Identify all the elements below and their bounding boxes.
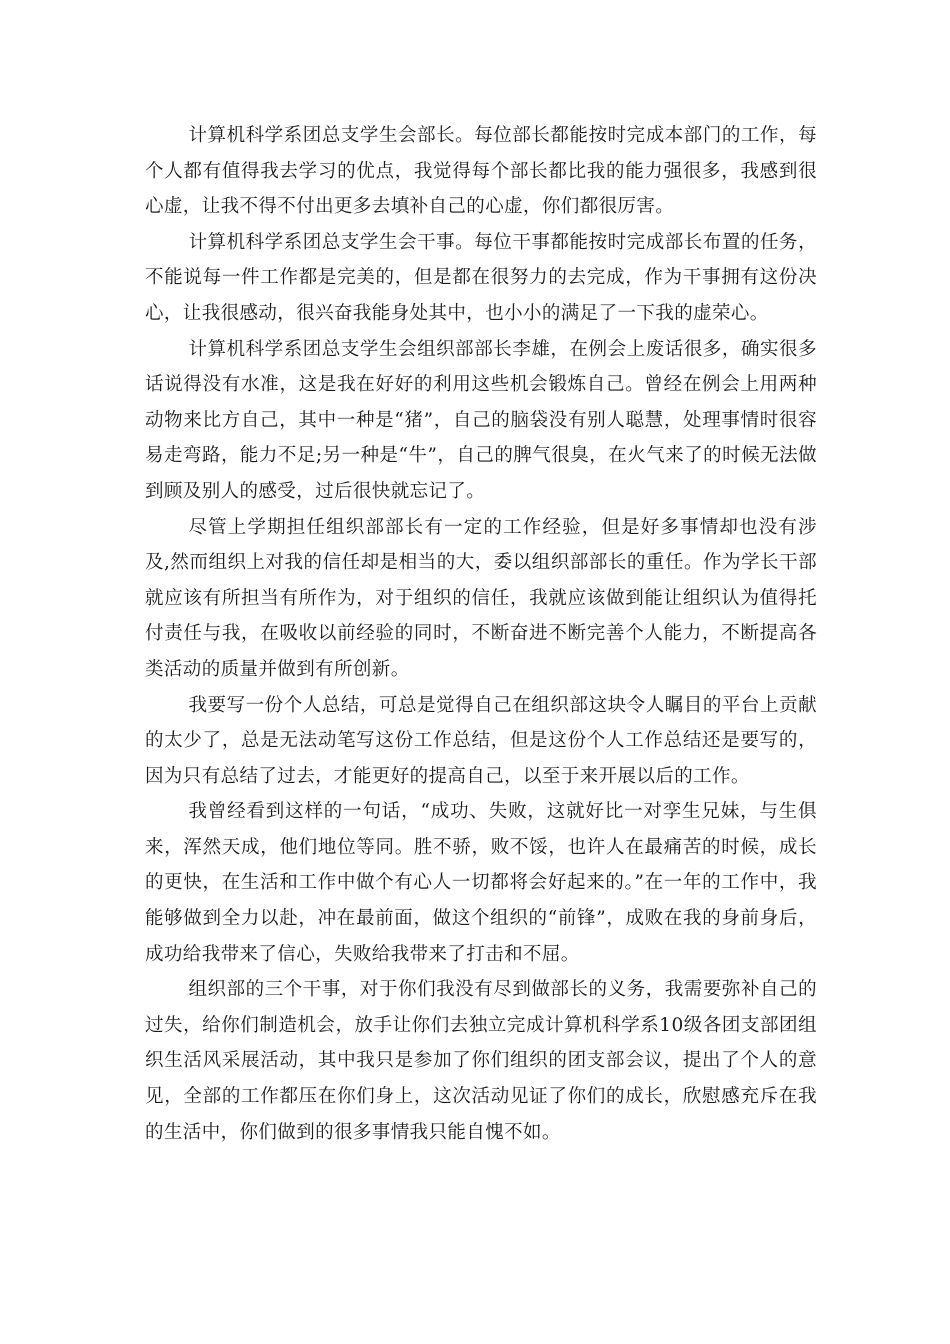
document-body: [145, 118, 817, 1150]
paragraph-2: 计算机科学系团总支学生会干事。每位干事都能按时完成部长布置的任务，不能说每一件工作都是完美的，但是都在很努力的去完成，作为干事拥有这份决心，让我很感动，很兴奋我能身处其中，也小小的满足了一下我的虚荣心。: [145, 231, 817, 324]
paragraph-4: 尽管上学期担任组织部部长有一定的工作经验，但是好多事情却也没有涉及,然而组织上对我的信任却是相当的大，委以组织部部长的重任。作为学长干部就应该有所担当有所作为，对于组织的信任，我就应该做到能让组织认为值得托付责任与我，在吸收以前经验的同时，不断奋进不断完善个人能力，不断提高各类活动的质量并做到有所创新。: [145, 516, 817, 680]
paragraph-5: 我要写一份个人总结，可总是觉得自己在组织部这块令人瞩目的平台上贡献的太少了，总是无法动笔写这份工作总结，但是这份个人工作总结还是要写的，因为只有总结了过去，才能更好的提高自己，以至于来开展以后的工作。: [145, 694, 817, 787]
paragraph-3: 计算机科学系团总支学生会组织部部长李雄，在例会上废话很多，确实很多话说得没有水准，这是我在好好的利用这些机会锻炼自己。曾经在例会上用两种动物来比方自己，其中一种是“猪”，自己的脑袋没有别人聪慧，处理事情时很容易走弯路，能力不足;另一种是“牛”，自己的脾气很臭，在火气来了的时候无法做到顾及别人的感受，过后很快就忘记了。: [145, 338, 817, 502]
paragraph-7: 组织部的三个干事，对于你们我没有尽到做部长的义务，我需要弥补自己的过失，给你们制造机会，放手让你们去独立完成计算机科学系10级各团支部团组织生活风采展活动，其中我只是参加了你们组织的团支部会议，提出了个人的意见，全部的工作都压在你们身上，这次活动见证了你们的成长，欣慰感充斥在我的生活中，你们做到的很多事情我只能自愧不如。: [145, 979, 817, 1143]
paragraph-1: 计算机科学系团总支学生会部长。每位部长都能按时完成本部门的工作，每个人都有值得我去学习的优点，我觉得每个部长都比我的能力强很多，我感到很心虚，让我不得不付出更多去填补自己的心虚，你们都很厉害。: [145, 125, 817, 218]
paragraph-6: 我曾经看到这样的一句话，“成功、失败，这就好比一对孪生兄妹，与生俱来，浑然天成，他们地位等同。胜不骄，败不馁，也许人在最痛苦的时候，成长的更快，在生活和工作中做个有心人一切都将会好起来的。”在一年的工作中，我能够做到全力以赴，冲在最前面，做这个组织的“前锋”，成败在我的身前身后，成功给我带来了信心，失败给我带来了打击和不屈。: [145, 801, 817, 965]
